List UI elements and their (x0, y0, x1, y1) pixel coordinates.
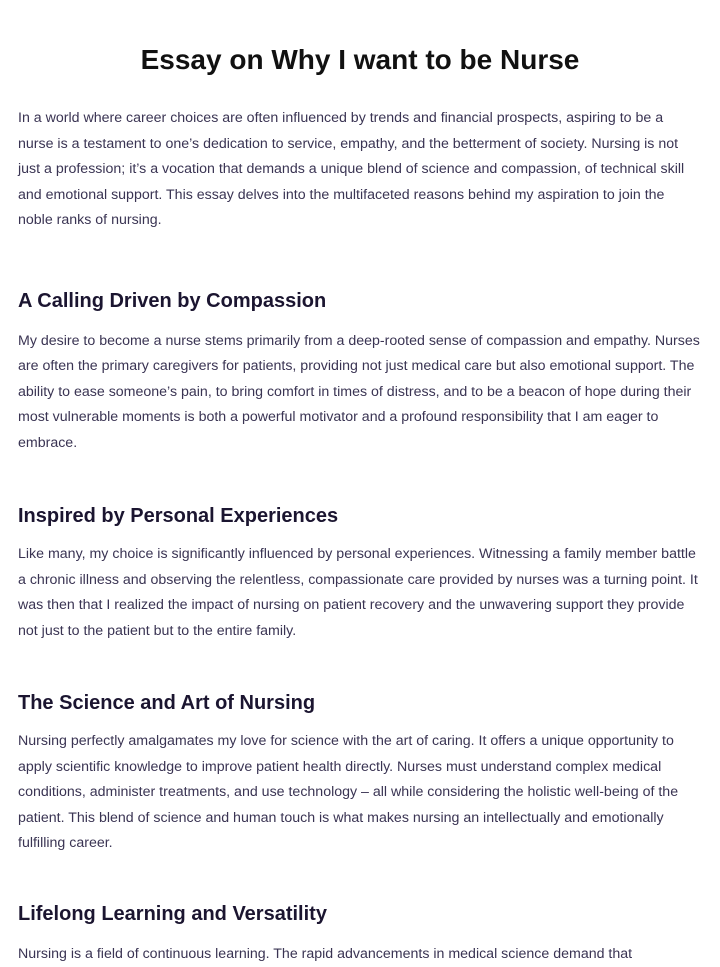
section-body-lifelong-learning: Nursing is a field of continuous learning. The rapid advancements in medical science demand that (18, 942, 702, 967)
section-heading-compassion: A Calling Driven by Compassion (18, 287, 702, 315)
page-title: Essay on Why I want to be Nurse (18, 42, 702, 78)
section-heading-personal-experiences: Inspired by Personal Experiences (18, 502, 702, 530)
section-body-personal-experiences: Like many, my choice is significantly influenced by personal experiences. Witnessing a family member battle a chronic illness and observing the relentless, compassionate care provided by nurses was a turning point. It was then that I realized the impact of nursing on patient recovery and the unwavering support they provide not just to the patient but to the entire family. (18, 542, 702, 644)
section-heading-science-and-art: The Science and Art of Nursing (18, 689, 702, 717)
intro-paragraph: In a world where career choices are often influenced by trends and financial prospects, aspiring to be a nurse is a testament to one’s dedication to service, empathy, and the betterment of society. Nursing is not just a profession; it’s a vocation that demands a unique blend of science and compassion, of technical skill and emotional support. This essay delves into the multifaceted reasons behind my aspiration to join the noble ranks of nursing. (18, 106, 702, 234)
section-body-science-and-art: Nursing perfectly amalgamates my love for science with the art of caring. It offers a unique opportunity to apply scientific knowledge to improve patient health directly. Nurses must understand complex medical conditions, administer treatments, and use technology – all while considering the holistic well-being of the patient. This blend of science and human touch is what makes nursing an intellectually and emotionally fulfilling career. (18, 729, 702, 857)
section-body-compassion: My desire to become a nurse stems primarily from a deep-rooted sense of compassion and empathy. Nurses are often the primary caregivers for patients, providing not just medical care but also emotional support. The ability to ease someone’s pain, to bring comfort in times of distress, and to be a beacon of hope during their most vulnerable moments is both a powerful motivator and a profound responsibility that I am eager to embrace. (18, 329, 702, 457)
section-heading-lifelong-learning: Lifelong Learning and Versatility (18, 900, 702, 928)
